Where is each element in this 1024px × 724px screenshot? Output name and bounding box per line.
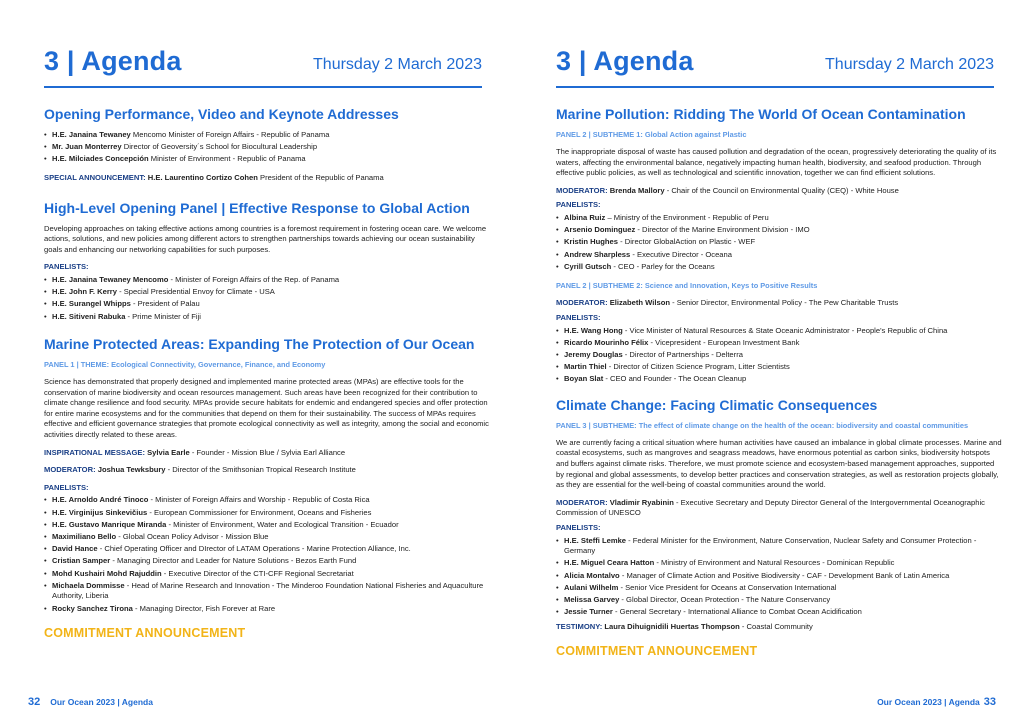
list-item bbox=[556, 350, 1002, 361]
list-item bbox=[556, 262, 1002, 273]
section-body: Science has demonstrated that properly designed and implemented marine protected areas (MPAs) are effective tools for the conservation of marine biodiversity and ocean resources management. Such areas have been recognized for their contribution to climate change resilience and food security. MPAs provide secure habitats for endemic and endangered species and offer protection for entire marine ecosystems and for the communities that depend on them for their sustainability. The success of MPAs requires effective and efficient governance strategies that promote ecological connectivity as well as integrity, among the social and economic activities directly related to these areas. bbox=[44, 377, 489, 440]
moderator bbox=[556, 298, 1002, 309]
list-item bbox=[44, 508, 490, 519]
list-item bbox=[44, 299, 490, 310]
speaker-name: Alicia Montalvo bbox=[564, 570, 620, 580]
moderator-desc: - Senior Director, Environmental Policy - The Pew Charitable Trusts bbox=[669, 298, 899, 308]
speaker-desc: - Chief Operating Officer and DIrector of LATAM Operations - Marine Protection Alliance, Inc. bbox=[97, 544, 411, 554]
section-opening bbox=[44, 106, 490, 184]
speaker-name: H.E. Arnoldo André Tinoco bbox=[52, 495, 149, 505]
page-header bbox=[44, 44, 482, 88]
speaker-desc: - General Secretary - International Alliance to Combat Ocean Acidification bbox=[612, 607, 862, 617]
list-item bbox=[44, 581, 490, 602]
section-body: We are currently facing a critical situation where human activities have caused an imbalance in global climate processes. Marine and coastal ecosystems, such as mangroves and seagrass meadows, have enormous potential as carbon sinks, biodiversity hotspots and buffers against climate risks. Therefore, we must promote science and ecosystem-based management approaches, supported by regional and global assessments, to develop better practices and conservation strategies, as well as restoration projects globally, as they are essential for the well-being of coastal communities around the world. bbox=[556, 437, 1002, 490]
list-item bbox=[556, 595, 1002, 606]
page-title: 3 | Agenda bbox=[556, 46, 694, 76]
section-subtheme: PANEL 1 | THEME: Ecological Connectivity, Governance, Finance, and Economy bbox=[44, 360, 326, 370]
section-heading: High-Level Opening Panel | Effective Response to Global Action bbox=[44, 199, 470, 216]
testimony-desc: - Coastal Community bbox=[739, 621, 813, 631]
speaker-desc: - Director of the Marine Environment Division - IMO bbox=[635, 225, 810, 235]
speaker-name: Maximiliano Bello bbox=[52, 532, 117, 541]
list-item bbox=[44, 130, 490, 141]
speaker-name: H.E. Surangel Whipps bbox=[52, 299, 131, 309]
list-item bbox=[556, 571, 1002, 582]
speaker-name: Kristin Hughes bbox=[564, 237, 619, 247]
panelist-list bbox=[556, 213, 1002, 272]
speaker-desc: - Minister of Environment, Water and Ecological Transition - Ecuador bbox=[166, 519, 399, 529]
section-heading: Marine Pollution: Ridding The World Of Ocean Contamination bbox=[556, 106, 966, 122]
commitment-announcement: COMMITMENT ANNOUNCEMENT bbox=[44, 626, 246, 641]
panelists-label: PANELISTS: bbox=[44, 482, 89, 492]
section-heading: Marine Protected Areas: Expanding The Protection of Our Ocean bbox=[44, 336, 475, 353]
speaker-name: H.E. Sitiveni Rabuka bbox=[52, 311, 126, 321]
speaker-name: H.E. Janaina Tewaney bbox=[52, 130, 131, 139]
speaker-name: H.E. Wang Hong bbox=[564, 325, 623, 335]
moderator-name: Vladimir Ryabinin bbox=[607, 497, 674, 507]
moderator bbox=[556, 498, 1002, 519]
section-body: The inappropriate disposal of waste has caused pollution and degradation of the ocean, progressively deteriorating the quality of its waters, affecting the environmental balance, negatively impacting human health, biodiversity, and seafood production. Through effective public policies, as well as technological and scientific innovation, together we can find efficient solutions. bbox=[556, 147, 997, 178]
speaker-name: Mohd Kushairi Mohd Rajuddin bbox=[52, 568, 162, 578]
speaker-name: Melissa Garvey bbox=[564, 594, 620, 604]
list-item bbox=[556, 362, 1002, 373]
testimony-name: Laura Dihuignidili Huertas Thompson bbox=[602, 621, 740, 631]
page-header bbox=[556, 44, 994, 88]
speaker-name: H.E. Steffi Lemke bbox=[564, 535, 627, 545]
testimony bbox=[556, 622, 1002, 633]
speaker-desc: Mencomo Minister of Foreign Affairs - Republic of Panama bbox=[130, 130, 330, 139]
speaker-name: Arsenio Dominguez bbox=[564, 225, 636, 235]
page-title: 3 | Agenda bbox=[44, 46, 182, 76]
panelist-list bbox=[556, 326, 1002, 385]
speaker-desc: - Vice Minister of Natural Resources & State Oceanic Administrator - People's Republic of China bbox=[622, 325, 948, 335]
speaker-name: Rocky Sanchez Tirona bbox=[52, 603, 133, 613]
speaker-desc: Director of Geoversity´s School for Biocultural Leadership bbox=[121, 142, 318, 152]
speaker-name: Michaela Dommisse bbox=[52, 580, 125, 590]
speaker-name: H.E. Milciades Concepción bbox=[52, 154, 149, 164]
insp-name: Sylvia Earle bbox=[144, 447, 190, 457]
list-item bbox=[556, 250, 1002, 261]
page-number: 32 bbox=[28, 696, 41, 708]
panelists-label: PANELISTS: bbox=[556, 312, 601, 322]
speaker-desc: - Managing Director and Leader for Nature Solutions - Bezos Earth Fund bbox=[110, 556, 357, 566]
section-heading: Opening Performance, Video and Keynote Addresses bbox=[44, 106, 399, 122]
moderator-label: MODERATOR: bbox=[44, 465, 96, 475]
page-footer bbox=[28, 696, 153, 708]
moderator-desc: - Director of the Smithsonian Tropical Research Institute bbox=[165, 465, 356, 475]
speaker-desc: - Director of Partnerships - Delterra bbox=[622, 349, 743, 359]
list-item bbox=[556, 583, 1002, 594]
special-desc: President of the Republic of Panama bbox=[257, 172, 384, 182]
list-item bbox=[44, 495, 490, 506]
speaker-desc: - Special Presidential Envoy for Climate - USA bbox=[116, 287, 275, 297]
insp-desc: - Founder - Mission Blue / Sylvia Earl Alliance bbox=[189, 447, 346, 457]
moderator-name: Joshua Tewksbury bbox=[95, 465, 166, 475]
list-item bbox=[44, 556, 490, 567]
section-subtheme: PANEL 2 | SUBTHEME 2: Science and Innovation, Keys to Positive Results bbox=[556, 281, 818, 291]
speaker-name: Cyrill Gutsch bbox=[564, 261, 612, 271]
insp-label: INSPIRATIONAL MESSAGE: bbox=[44, 447, 145, 457]
speaker-desc: - Head of Marine Research and Innovation - The Minderoo Foundation National Fisheries and Aquaculture Authority, Liberia bbox=[52, 580, 484, 601]
speaker-name: H.E. Virginijus Sinkevičius bbox=[52, 507, 148, 517]
list-item bbox=[44, 154, 490, 165]
speaker-desc: - Executive Director of the CTI-CFF Regional Secretariat bbox=[161, 568, 354, 578]
speaker-name: Boyan Slat bbox=[564, 374, 604, 384]
section-subtheme: PANEL 3 | SUBTHEME: The effect of climate change on the health of the ocean: biodiversity and coastal communities bbox=[556, 420, 969, 430]
list-item bbox=[556, 326, 1002, 337]
moderator-name: Elizabeth Wilson bbox=[607, 298, 670, 308]
speaker-desc: - Director GlobalAction on Plastic - WEF bbox=[618, 237, 756, 247]
speaker-desc: - Prime Minister of Fiji bbox=[125, 311, 201, 321]
speaker-desc: - Senior Vice President for Oceans at Conservation International bbox=[618, 582, 837, 592]
speaker-desc: - European Commissioner for Environment, Oceans and Fisheries bbox=[147, 507, 372, 517]
speaker-desc: - Managing Director, Fish Forever at Rare bbox=[132, 603, 276, 613]
list-item bbox=[44, 287, 490, 298]
moderator-name: Brenda Mallory bbox=[607, 185, 665, 195]
list-item bbox=[44, 532, 490, 543]
speaker-name: Mr. Juan Monterrey bbox=[52, 142, 122, 152]
page-date: Thursday 2 March 2023 bbox=[825, 56, 994, 73]
speaker-desc: Minister of Environment - Republic of Panama bbox=[148, 154, 306, 164]
page-date: Thursday 2 March 2023 bbox=[313, 56, 482, 73]
footer-text: Our Ocean 2023 | Agenda bbox=[877, 697, 980, 707]
speaker-name: H.E. Janaina Tewaney Mencomo bbox=[52, 274, 169, 284]
speaker-desc: - President of Palau bbox=[130, 299, 200, 309]
speaker-desc: - CEO - Parley for the Oceans bbox=[611, 261, 715, 271]
inspirational-message bbox=[44, 448, 490, 459]
speaker-desc: - Director of Citizen Science Program, Litter Scientists bbox=[606, 362, 790, 372]
testimony-label: TESTIMONY: bbox=[556, 621, 603, 631]
list-item bbox=[556, 558, 1002, 569]
list-item bbox=[556, 213, 1002, 224]
speaker-desc: - CEO and Founder - The Ocean Cleanup bbox=[603, 374, 747, 384]
moderator-label: MODERATOR: bbox=[556, 185, 608, 195]
section-body: Developing approaches on taking effective actions among countries is a foremost requirement in fostering ocean care. We welcome actions, solutions, and new policies among different actors to strengthen partnerships towards achieving our ocean sustainability goals and enhancing our networking capabilities for such purposes. bbox=[44, 223, 487, 254]
page-footer bbox=[877, 696, 996, 708]
speaker-name: Albina Ruiz bbox=[564, 212, 606, 222]
right-content bbox=[556, 106, 1002, 658]
list-item bbox=[556, 338, 1002, 349]
speaker-name: Martin Thiel bbox=[564, 362, 607, 372]
list-item bbox=[44, 569, 490, 580]
list-item bbox=[44, 312, 490, 323]
speaker-name: Ricardo Mourinho Félix bbox=[564, 337, 649, 347]
moderator-label: MODERATOR: bbox=[556, 298, 608, 308]
footer-text: Our Ocean 2023 | Agenda bbox=[50, 697, 153, 707]
speaker-name: Jessie Turner bbox=[564, 607, 613, 617]
moderator-label: MODERATOR: bbox=[556, 497, 608, 507]
list-item bbox=[556, 225, 1002, 236]
moderator bbox=[44, 465, 490, 476]
speaker-desc: - Ministry of Environment and Natural Resources - Dominican Republic bbox=[654, 558, 895, 568]
section-heading: Climate Change: Facing Climatic Consequences bbox=[556, 396, 878, 413]
speaker-name: Andrew Sharpless bbox=[564, 249, 631, 259]
list-item bbox=[44, 544, 490, 555]
speaker-name: David Hance bbox=[52, 544, 98, 554]
moderator bbox=[556, 186, 1002, 197]
right-page bbox=[512, 0, 1024, 724]
speaker-desc: - Vicepresident - European Investment Bank bbox=[648, 337, 800, 347]
panelist-list bbox=[556, 536, 1002, 618]
list-item bbox=[556, 536, 1002, 557]
speaker-name: H.E. Miguel Ceara Hatton bbox=[564, 558, 655, 568]
speaker-desc: - Manager of Climate Action and Positive Biodiversity - CAF - Development Bank of Latin America bbox=[619, 570, 950, 580]
panelist-list bbox=[44, 275, 490, 322]
special-name: H.E. Laurentino Cortizo Cohen bbox=[145, 172, 258, 182]
section-marine-pollution bbox=[556, 106, 1002, 385]
speaker-name: H.E. John F. Kerry bbox=[52, 287, 117, 297]
speaker-name: Aulani Wilhelm bbox=[564, 582, 619, 592]
section-climate-change bbox=[556, 397, 1002, 632]
speaker-list bbox=[44, 130, 490, 165]
section-high-level bbox=[44, 200, 490, 323]
list-item bbox=[44, 275, 490, 286]
speaker-name: Jeremy Douglas bbox=[564, 349, 623, 359]
speaker-desc: - Minister of Foreign Affairs and Worship - Republic of Costa Rica bbox=[148, 495, 370, 505]
speaker-desc: - Executive Director - Oceana bbox=[630, 249, 732, 259]
speaker-desc: - Global Director, Ocean Protection - The Nature Conservancy bbox=[619, 594, 831, 604]
speaker-desc: - Global Ocean Policy Advisor - Mission Blue bbox=[116, 532, 269, 541]
panelist-list bbox=[44, 495, 490, 614]
section-subtheme: PANEL 2 | SUBTHEME 1: Global Action against Plastic bbox=[556, 130, 747, 139]
list-item bbox=[556, 374, 1002, 385]
panelists-label: PANELISTS: bbox=[556, 200, 601, 210]
page-number: 33 bbox=[983, 696, 996, 708]
list-item bbox=[44, 604, 490, 615]
panelists-label: PANELISTS: bbox=[556, 523, 601, 532]
list-item bbox=[556, 607, 1002, 618]
list-item bbox=[44, 142, 490, 153]
speaker-desc: - Federal Minister for the Environment, Nature Conservation, Nuclear Safety and Consumer Protection - Germany bbox=[564, 535, 977, 556]
speaker-name: H.E. Gustavo Manrique Miranda bbox=[52, 519, 167, 529]
special-label: SPECIAL ANNOUNCEMENT: bbox=[44, 172, 146, 182]
speaker-desc: - Minister of Foreign Affairs of the Rep. of Panama bbox=[168, 274, 340, 284]
special-announcement bbox=[44, 173, 490, 184]
left-content bbox=[44, 106, 490, 640]
moderator-desc: - Chair of the Council on Environmental Quality (CEQ) - White House bbox=[664, 185, 899, 195]
moderator-desc: - Executive Secretary and Deputy Director General of the Intergovernmental Oceanographic Commission of UNESCO bbox=[556, 497, 985, 518]
speaker-desc: – Ministry of the Environment - Republic of Peru bbox=[605, 212, 769, 222]
list-item bbox=[44, 520, 490, 531]
section-mpa bbox=[44, 336, 490, 614]
speaker-name: Cristian Samper bbox=[52, 556, 111, 566]
commitment-announcement: COMMITMENT ANNOUNCEMENT bbox=[556, 644, 758, 659]
list-item bbox=[556, 237, 1002, 248]
panelists-label: PANELISTS: bbox=[44, 262, 89, 272]
